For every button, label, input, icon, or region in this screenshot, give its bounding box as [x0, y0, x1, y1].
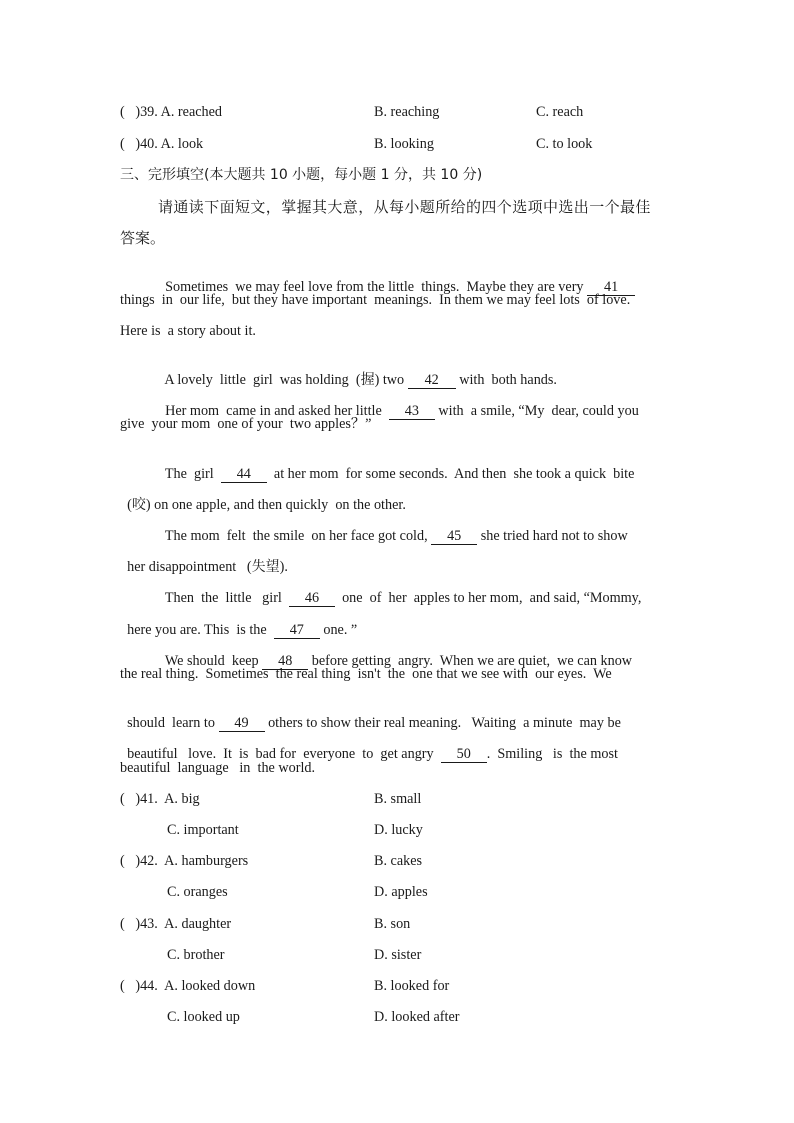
passage-text: with a smile, “My dear, could you [438, 403, 639, 419]
passage-text: Her mom came in and asked her little [165, 403, 382, 419]
q42-prefix: ( )42. A. hamburgers [120, 853, 249, 869]
q41-option-c: C. important [167, 822, 239, 838]
passage-text: ( [127, 497, 132, 513]
passage-text: her disappointment ( [127, 559, 252, 575]
passage-text: beautiful love. It is bad for everyone to get angry [127, 746, 434, 762]
blank-41: 41 [587, 280, 635, 296]
q43-option-d: D. sister [374, 947, 422, 963]
passage-chinese-gloss: 握 [360, 372, 375, 388]
passage-text: ) on one apple, and then quickly on the other. [145, 497, 406, 513]
q42-option-c: C. oranges [167, 884, 228, 900]
q39-option-c: C. reach [536, 104, 584, 120]
section3-title: 三、完形填空(本大题共 10 小题，每小题 1 分，共 10 分) [120, 167, 483, 183]
q43-prefix: ( )43. A. daughter [120, 916, 232, 932]
passage-chinese-gloss: 失望 [251, 559, 280, 575]
passage-chinese-gloss: 咬 [131, 497, 146, 513]
q43-option-b: B. son [374, 916, 411, 932]
passage-text: The mom felt the smile on her face got cold, [164, 528, 428, 544]
passage-text: ) two [374, 372, 405, 388]
blank-46: 46 [289, 591, 335, 607]
q44-option-b: B. looked for [374, 978, 450, 994]
passage-line [158, 571, 641, 607]
q41-prefix: ( )41. A. big [120, 791, 200, 807]
passage-line: Here is a story about it. [120, 323, 256, 339]
blank-42: 42 [408, 373, 456, 389]
passage-text: should learn to [127, 715, 215, 731]
q41-option-b: B. small [374, 791, 422, 807]
passage-text: Sometimes we may feel love from the little things. Maybe they are very [165, 279, 584, 295]
passage-text: We should keep [164, 653, 259, 669]
section3-instruction-line1: 请通读下面短文，掌握其大意，从每小题所给的四个选项中选出一个最佳 [158, 198, 651, 216]
q40-option-b: B. looking [374, 136, 434, 152]
passage-text: ). [279, 559, 288, 575]
q42-option-b: B. cakes [374, 853, 423, 869]
passage-line: give your mom one of your two apples？” [120, 416, 372, 432]
passage-text: one. ” [323, 622, 358, 638]
passage-text: A lovely little girl was holding ( [164, 372, 361, 388]
passage-text: The girl [164, 466, 214, 482]
passage-text: . Smiling is the most [486, 746, 618, 762]
blank-45: 45 [431, 529, 477, 545]
q44-option-c: C. looked up [167, 1009, 240, 1025]
q39-option-b: B. reaching [374, 104, 440, 120]
passage-line: beautiful language in the world. [120, 760, 316, 776]
passage-text: with both hands. [459, 372, 557, 388]
passage-text: she tried hard not to show [480, 528, 628, 544]
passage-text: at her mom for some seconds. And then she took a quick bite [273, 466, 635, 482]
q40-prefix: ( )40. A. look [120, 136, 204, 152]
section3-instruction-line2: 答案。 [120, 229, 166, 247]
passage-text: Then the little girl [164, 590, 282, 606]
passage-text: before getting angry. When we are quiet, we can know [311, 653, 633, 669]
blank-50: 50 [441, 747, 487, 763]
passage-line: the real thing. Sometimes the real thing isn't the one that we see with our eyes. We [120, 666, 612, 682]
blank-49: 49 [219, 716, 265, 732]
q42-option-d: D. apples [374, 884, 428, 900]
q43-option-c: C. brother [167, 947, 225, 963]
blank-48: 48 [262, 654, 308, 670]
passage-line: things in our life, but they have important meanings. In them we may feel lots of love. [120, 292, 631, 308]
passage-text: one of her apples to her mom, and said, “Mommy, [342, 590, 642, 606]
q44-prefix: ( )44. A. looked down [120, 978, 256, 994]
q40-option-c: C. to look [536, 136, 593, 152]
q41-option-d: D. lucky [374, 822, 423, 838]
passage-text: here you are. This is the [127, 622, 267, 638]
passage-line [120, 727, 618, 763]
q44-option-d: D. looked after [374, 1009, 460, 1025]
blank-47: 47 [274, 623, 320, 639]
q39-prefix: ( )39. A. reached [120, 104, 223, 120]
blank-44: 44 [221, 467, 267, 483]
blank-43: 43 [389, 404, 435, 420]
passage-text: others to show their real meaning. Waiting a minute may be [268, 715, 621, 731]
